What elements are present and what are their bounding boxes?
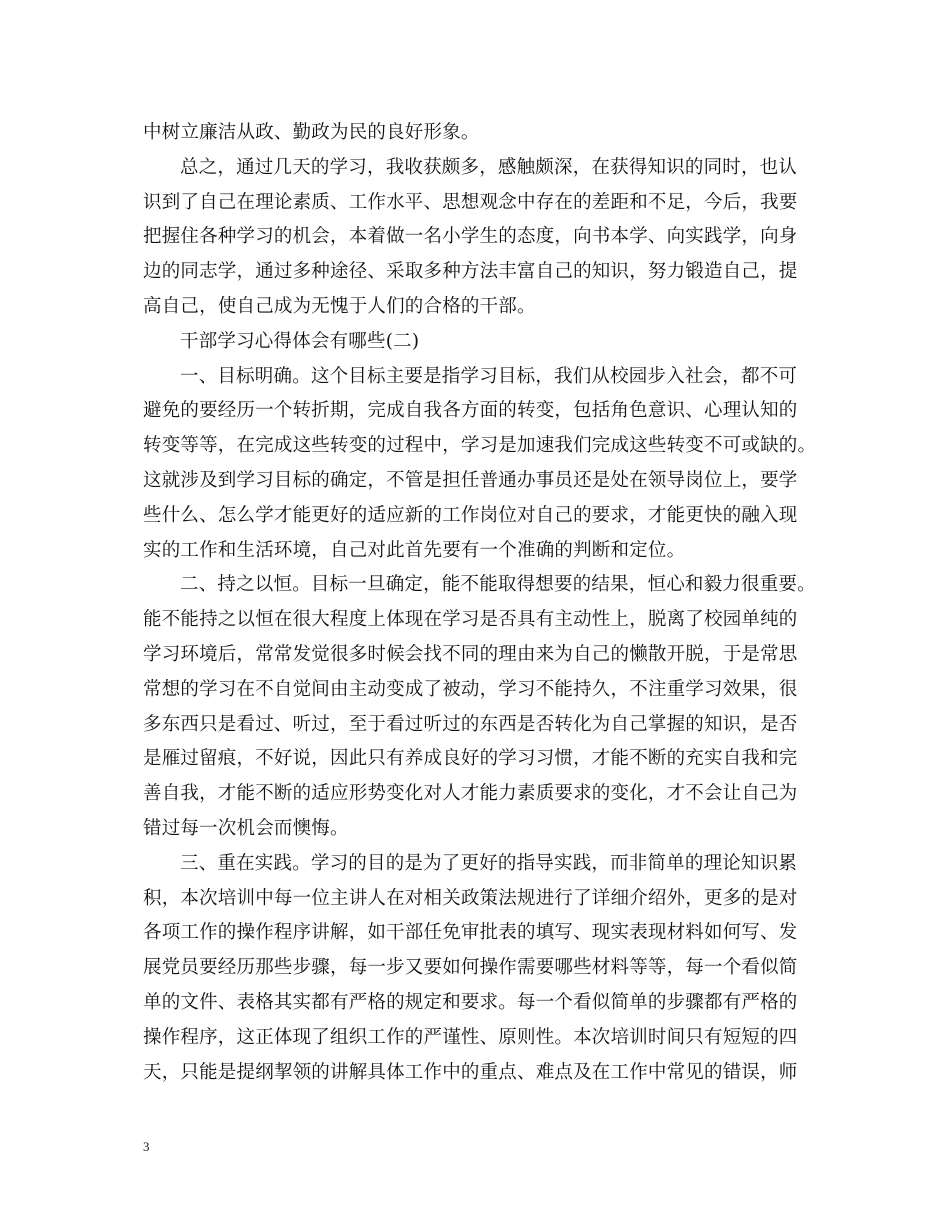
text-line: 些什么、怎么学才能更好的适应新的工作岗位对自己的要求，才能更快的融入现 — [143, 504, 798, 526]
text-line: 三、重在实践。学习的目的是为了更好的指导实践，而非简单的理论知识累 — [180, 852, 798, 874]
text-line: 单的文件、表格其实都有严格的规定和要求。每一个看似简单的步骤都有严格的 — [143, 991, 798, 1013]
text-line: 转变等等，在完成这些转变的过程中，学习是加速我们完成这些转变不可或缺的。 — [143, 435, 817, 457]
text-line: 各项工作的操作程序讲解，如干部任免审批表的填写、现实表现材料如何写、发 — [143, 922, 798, 944]
text-line: 展党员要经历那些步骤，每一步又要如何操作需要哪些材料等等，每一个看似简 — [143, 957, 798, 979]
text-line: 一、目标明确。这个目标主要是指学习目标，我们从校园步入社会，都不可 — [180, 365, 798, 387]
page-number: 3 — [143, 1139, 150, 1154]
text-line: 天，只能是提纲挈领的讲解具体工作中的重点、难点及在工作中常见的错误，师 — [143, 1061, 798, 1083]
document-body — [143, 116, 823, 1090]
text-line: 学习环境后，常常发觉很多时候会找不同的理由来为自己的懒散开脱，于是常思 — [143, 643, 798, 665]
text-line: 中树立廉洁从政、勤政为民的良好形象。 — [143, 122, 480, 143]
text-line: 边的同志学，通过多种途径、采取多种方法丰富自己的知识，努力锻造自己，提 — [143, 261, 798, 283]
text-line: 善自我，才能不断的适应形势变化对人才能力素质要求的变化，才不会让自己为 — [143, 783, 798, 805]
text-line: 操作程序，这正体现了组织工作的严谨性、原则性。本次培训时间只有短短的四 — [143, 1026, 798, 1048]
text-line: 把握住各种学习的机会，本着做一名小学生的态度，向书本学、向实践学，向身 — [143, 226, 798, 248]
text-line: 干部学习心得体会有哪些(二) — [180, 330, 420, 352]
text-line: 避免的要经历一个转折期，完成自我各方面的转变，包括角色意识、心理认知的 — [143, 400, 798, 422]
text-line: 这就涉及到学习目标的确定，不管是担任普通办事员还是处在领导岗位上，要学 — [143, 469, 798, 491]
text-line: 识到了自己在理论素质、工作水平、思想观念中存在的差距和不足，今后，我要 — [143, 191, 798, 213]
text-line: 常想的学习在不自觉间由主动变成了被动，学习不能持久，不注重学习效果，很 — [143, 678, 798, 700]
text-line: 是雁过留痕，不好说，因此只有养成良好的学习习惯，才能不断的充实自我和完 — [143, 748, 798, 770]
text-line: 多东西只是看过、听过，至于看过听过的东西是否转化为自己掌握的知识，是否 — [143, 713, 798, 735]
text-line: 高自己，使自己成为无愧于人们的合格的干部。 — [143, 295, 536, 317]
text-line: 积，本次培训中每一位主讲人在对相关政策法规进行了详细介绍外，更多的是对 — [143, 887, 798, 909]
text-line: 实的工作和生活环境，自己对此首先要有一个准确的判断和定位。 — [143, 539, 686, 561]
text-line: 二、持之以恒。目标一旦确定，能不能取得想要的结果，恒心和毅力很重要。 — [180, 574, 816, 596]
text-line: 错过每一次机会而懊悔。 — [143, 817, 349, 839]
text-line: 能不能持之以恒在很大程度上体现在学习是否具有主动性上，脱离了校园单纯的 — [143, 609, 798, 631]
text-line: 总之，通过几天的学习，我收获颇多，感触颇深，在获得知识的同时，也认 — [180, 156, 798, 178]
